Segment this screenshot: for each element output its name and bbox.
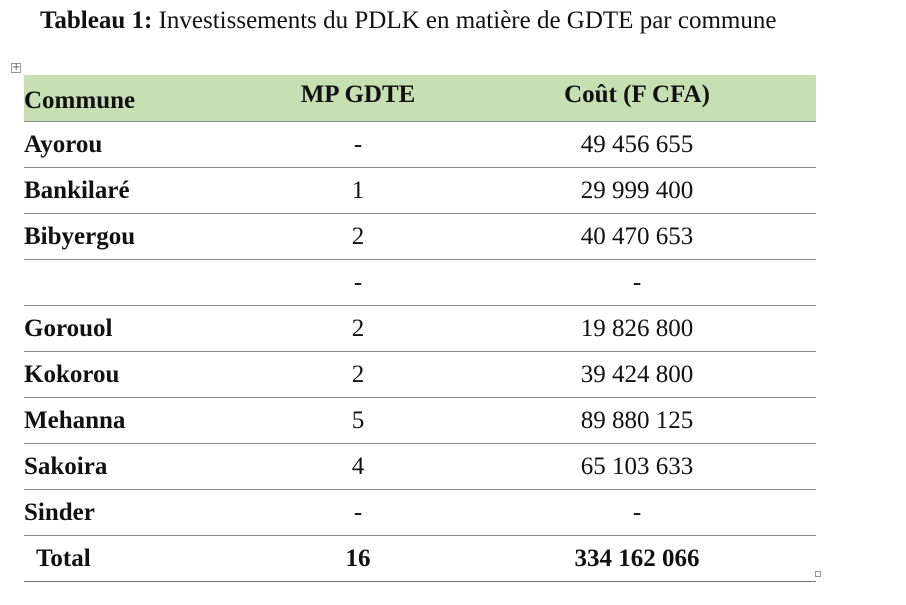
table-row bbox=[24, 214, 816, 260]
table-resize-handle[interactable] bbox=[815, 571, 821, 577]
table-row bbox=[24, 260, 816, 306]
cell-commune: Kokorou bbox=[24, 352, 258, 398]
cell-commune: Sinder bbox=[24, 490, 258, 536]
table-row bbox=[24, 398, 816, 444]
table-row bbox=[24, 168, 816, 214]
total-label: Total bbox=[24, 536, 258, 582]
caption-label: Tableau 1: bbox=[40, 7, 153, 34]
table-caption bbox=[40, 4, 776, 38]
cell-mp: 5 bbox=[258, 398, 458, 444]
cell-cout: 40 470 653 bbox=[458, 214, 816, 260]
cell-cout: 39 424 800 bbox=[458, 352, 816, 398]
cell-cout: - bbox=[458, 490, 816, 536]
cell-cout: 49 456 655 bbox=[458, 122, 816, 168]
cell-mp: 1 bbox=[258, 168, 458, 214]
cell-commune: Ayorou bbox=[24, 122, 258, 168]
cell-cout: 89 880 125 bbox=[458, 398, 816, 444]
header-commune: Commune bbox=[24, 75, 258, 122]
cell-mp: - bbox=[258, 490, 458, 536]
cell-commune: Bankilaré bbox=[24, 168, 258, 214]
table-row bbox=[24, 352, 816, 398]
cell-mp: - bbox=[258, 260, 458, 306]
header-cout: Coût (F CFA) bbox=[458, 75, 816, 122]
header-mp-gdte: MP GDTE bbox=[258, 75, 458, 122]
cell-commune: Bibyergou bbox=[24, 214, 258, 260]
cell-commune bbox=[24, 260, 258, 306]
cell-mp: 4 bbox=[258, 444, 458, 490]
cell-mp: 2 bbox=[258, 214, 458, 260]
total-cout: 334 162 066 bbox=[458, 536, 816, 582]
cell-cout: 65 103 633 bbox=[458, 444, 816, 490]
cell-mp: 2 bbox=[258, 352, 458, 398]
table-row bbox=[24, 490, 816, 536]
table-header-row bbox=[24, 75, 816, 122]
table-move-handle-icon[interactable]: + bbox=[12, 62, 21, 73]
table-row bbox=[24, 122, 816, 168]
total-row bbox=[24, 536, 816, 582]
cell-mp: 2 bbox=[258, 306, 458, 352]
cell-cout: - bbox=[458, 260, 816, 306]
total-mp: 16 bbox=[258, 536, 458, 582]
table-row bbox=[24, 444, 816, 490]
cell-cout: 19 826 800 bbox=[458, 306, 816, 352]
table-row bbox=[24, 306, 816, 352]
investment-table bbox=[24, 75, 816, 582]
caption-text: Investissements du PDLK en matière de GDTE par commune bbox=[158, 7, 777, 34]
cell-commune: Gorouol bbox=[24, 306, 258, 352]
cell-cout: 29 999 400 bbox=[458, 168, 816, 214]
cell-commune: Sakoira bbox=[24, 444, 258, 490]
cell-commune: Mehanna bbox=[24, 398, 258, 444]
cell-mp: - bbox=[258, 122, 458, 168]
